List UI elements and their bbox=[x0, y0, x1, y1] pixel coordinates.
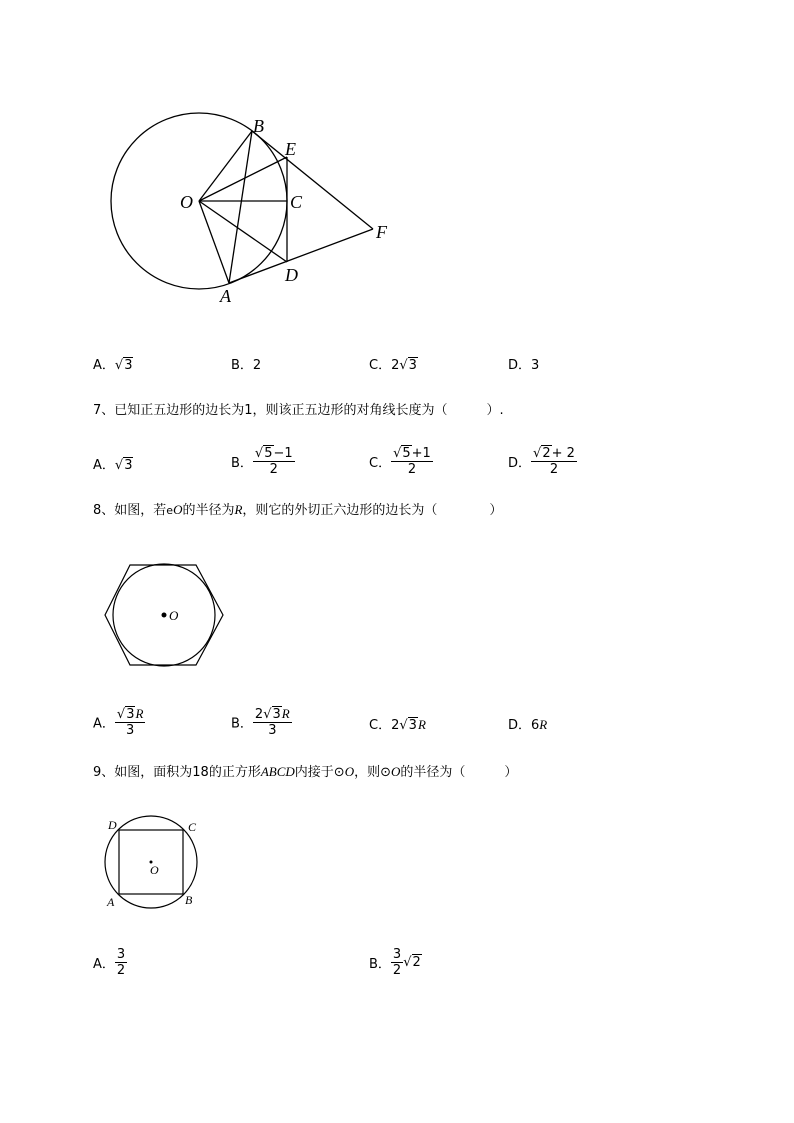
label-a: A bbox=[220, 286, 231, 306]
fraction: $\frac{√5-1}{2}$ bbox=[254, 446, 293, 477]
q9-option-b[interactable] bbox=[369, 947, 422, 978]
fraction: $\frac{√3R}{3}$ bbox=[116, 706, 144, 738]
q8-question-text: 8、如图，若eO的半径为R，则它的外切正六边形的边长为（ ） bbox=[93, 502, 503, 518]
square-label-b: B bbox=[185, 893, 193, 907]
option-letter: B． bbox=[369, 957, 391, 972]
square-label-d: D bbox=[108, 818, 117, 832]
label-f: F bbox=[376, 222, 387, 242]
option-letter: C． bbox=[369, 456, 392, 471]
option-letter: A． bbox=[93, 957, 115, 972]
option-letter: B． bbox=[231, 358, 253, 373]
q7-question-text: 7、已知正五边形的边长为1，则该正五边形的对角线长度为（ ）. bbox=[93, 403, 504, 418]
square-label-c: C bbox=[188, 820, 197, 834]
label-o: O bbox=[180, 192, 193, 212]
option-letter: A． bbox=[93, 358, 115, 373]
sqrt-expression: √2 bbox=[403, 955, 421, 970]
label-e: E bbox=[285, 139, 296, 159]
sqrt-expression: √3 bbox=[114, 358, 133, 373]
option-value: 2 bbox=[252, 358, 262, 373]
fraction: $\frac{3}{2}$ bbox=[116, 947, 126, 978]
sqrt-expression: √3 bbox=[399, 358, 417, 373]
label-c: C bbox=[290, 192, 303, 212]
option-letter: B． bbox=[231, 716, 253, 732]
option-letter: A． bbox=[93, 458, 115, 473]
square-label-a: A bbox=[107, 895, 115, 909]
q9-question-text: 9、如图，面积为18的正方形ABCD内接于⊙O，则⊙O的半径为（ ） bbox=[93, 764, 518, 780]
sqrt-expression: √3 bbox=[399, 718, 417, 733]
option-letter: C． bbox=[369, 718, 392, 733]
option-letter: A． bbox=[93, 716, 115, 732]
fraction: $\frac{3}{2}$ bbox=[392, 947, 402, 978]
hexagon-center-label: O bbox=[169, 608, 179, 623]
label-b: B bbox=[253, 116, 264, 136]
option-value: 3 bbox=[531, 358, 540, 373]
option-letter: D． bbox=[508, 456, 532, 471]
fraction: $\frac{√5+1}{2}$ bbox=[393, 446, 431, 477]
option-letter: C． bbox=[369, 358, 392, 373]
q8-option-c[interactable]: C．2√3R bbox=[369, 717, 426, 733]
option-letter: B． bbox=[231, 456, 253, 471]
option-coef: 2 bbox=[391, 358, 400, 373]
q8-option-d[interactable]: D．6R bbox=[508, 717, 548, 733]
fraction: $\frac{2√3R}{3}$ bbox=[254, 706, 290, 738]
fraction: $\frac{√2+ 2}{2}$ bbox=[533, 446, 575, 477]
label-d: D bbox=[285, 265, 298, 285]
q9-option-a[interactable] bbox=[93, 947, 127, 978]
circle-symbol: e bbox=[166, 504, 174, 517]
square-label-o: O bbox=[150, 863, 159, 877]
option-letter: D． bbox=[508, 718, 532, 733]
sqrt-expression: √3 bbox=[114, 458, 133, 473]
option-letter: D． bbox=[508, 358, 532, 373]
